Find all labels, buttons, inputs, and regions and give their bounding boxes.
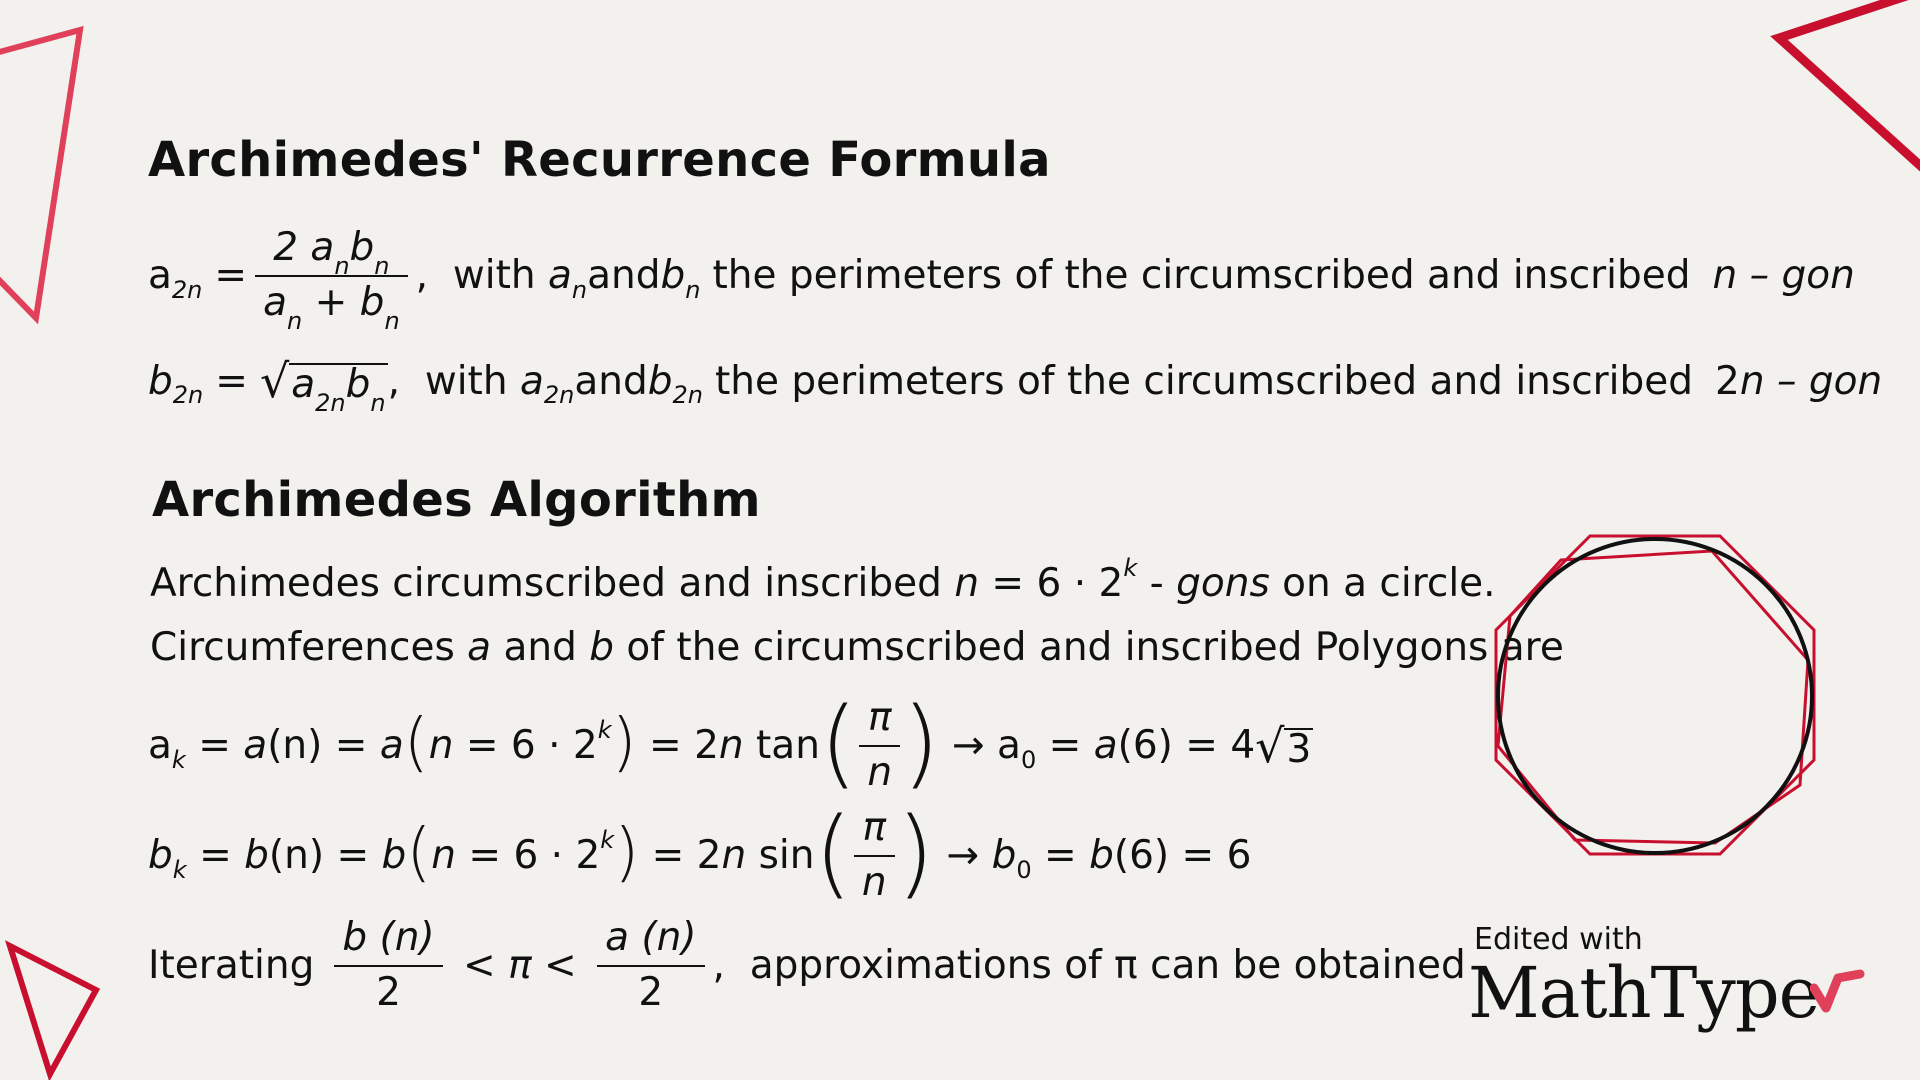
right-paren: ): [902, 687, 940, 800]
symbol-a: a: [997, 723, 1021, 769]
text-n-equals: (n) =: [268, 833, 382, 879]
left-paren: (: [814, 797, 852, 910]
text-inequality: < π <: [450, 943, 590, 989]
equals: =: [186, 833, 245, 879]
subscript: n: [571, 275, 588, 304]
text-value: (6) = 4: [1117, 723, 1256, 769]
radical-sign: √: [1255, 718, 1285, 773]
fraction-bar: [854, 855, 895, 857]
text-equation: = 6 · 2: [979, 561, 1124, 606]
text-and: and: [491, 625, 590, 670]
polygon-illustration: [1480, 520, 1840, 870]
symbol-n: n: [718, 723, 744, 769]
text-on-circle: on a circle.: [1269, 561, 1496, 606]
subscript: n: [334, 252, 350, 280]
right-paren: ): [614, 816, 640, 891]
fraction-bar: [597, 965, 704, 967]
algorithm-line-2: [150, 625, 1564, 670]
iterating-line: [148, 916, 1466, 1016]
subscript: 2n: [171, 275, 203, 304]
text-dash: -: [1137, 561, 1177, 606]
symbol-a: a: [291, 362, 316, 407]
symbol-n: n: [954, 561, 980, 606]
text-and: and: [574, 358, 648, 404]
fraction-bar: [859, 745, 900, 747]
symbol-n: n: [721, 833, 747, 879]
subscript: n: [685, 275, 701, 304]
square-root: [259, 354, 388, 417]
numerator: a (n): [605, 915, 697, 960]
text-description: the perimeters of the circumscribed and inscribed: [712, 253, 1691, 299]
left-paren: (: [819, 687, 858, 800]
subscript: 2n: [672, 381, 703, 409]
left-paren: (: [403, 706, 429, 781]
top-left-triangle: [0, 30, 80, 318]
section-title-algorithm: Archimedes Algorithm: [152, 472, 761, 528]
fraction-pi-n: [859, 696, 900, 796]
text-inner: = 6 · 2: [453, 723, 598, 769]
text-iterating: Iterating: [148, 943, 315, 989]
superscript-k: k: [1123, 553, 1138, 582]
square-root: [1255, 718, 1313, 773]
text-n-equals: (n) =: [267, 723, 380, 769]
arrow: →: [934, 833, 992, 879]
text-equals-2: = 2: [639, 833, 722, 879]
fraction-pi-n: [854, 806, 895, 906]
subscript: k: [172, 855, 187, 884]
equals: =: [214, 253, 248, 299]
circle: [1498, 539, 1812, 853]
subscript: n: [370, 389, 386, 417]
subscript: n: [384, 306, 400, 335]
formula-a2n: [148, 225, 1855, 335]
symbol-b: b: [148, 833, 173, 879]
subscript: 2n: [172, 381, 204, 409]
equals: =: [185, 723, 244, 769]
text-inner: = 6 · 2: [456, 833, 601, 879]
symbol-b: b: [345, 362, 371, 407]
symbol-b: b: [660, 253, 686, 299]
subscript: 2n: [315, 389, 346, 417]
text-with: , with: [387, 358, 520, 404]
subscript: 0: [1016, 855, 1032, 884]
right-paren: ): [896, 797, 935, 910]
text-gons: gons: [1176, 561, 1270, 606]
symbol-a: a: [148, 723, 172, 769]
logo-edited-with: Edited with: [1474, 922, 1643, 957]
radicand: 3: [1286, 726, 1312, 772]
left-paren: (: [406, 816, 432, 891]
text-equals-2: = 2: [636, 723, 719, 769]
top-right-triangle: [1779, 0, 1920, 170]
symbol-a: a: [548, 253, 572, 299]
section-title-recurrence: Archimedes' Recurrence Formula: [148, 132, 1051, 188]
algorithm-line-1: [150, 553, 1496, 606]
symbol-a: a: [1093, 723, 1118, 769]
denominator: 2: [376, 969, 401, 1015]
symbol-b: b: [589, 625, 615, 670]
text-approximations: , approximations of π can be obtained: [712, 943, 1466, 989]
symbol-b: b: [148, 358, 173, 404]
symbol-a: a: [467, 625, 492, 670]
fraction-an-over-2: [597, 916, 704, 1016]
symbol-a: a: [148, 253, 172, 299]
text-2: 2: [1715, 358, 1740, 404]
text-n-gon: n – gon: [1739, 358, 1883, 404]
numerator: π: [867, 695, 892, 740]
text-tan: tan: [743, 723, 820, 769]
inscribed-octagon: [1498, 551, 1808, 843]
text-sin: sin: [746, 833, 815, 879]
mathtype-check-icon: [1810, 966, 1870, 1016]
numerator: 2 a: [273, 225, 335, 270]
text-n-gon: n – gon: [1712, 253, 1855, 299]
fraction-bar: [334, 965, 442, 967]
symbol-b: b: [381, 833, 407, 879]
fraction-2anbn: [255, 225, 408, 335]
equals: =: [1036, 723, 1094, 769]
symbol-b: b: [349, 225, 375, 270]
text-polygons: of the circumscribed and inscribed Polygons are: [614, 625, 1564, 670]
denominator: 2: [638, 969, 664, 1015]
formula-b2n: [148, 354, 1883, 417]
symbol-b: b: [244, 833, 269, 879]
radical-sign: √: [259, 354, 290, 408]
symbol-a: a: [519, 358, 544, 404]
symbol-a: a: [243, 723, 268, 769]
fraction-bn-over-2: [334, 916, 442, 1016]
formula-ak: [148, 687, 1313, 800]
numerator: π: [862, 805, 887, 850]
denominator: n: [861, 859, 887, 905]
formula-bk: [148, 797, 1252, 910]
superscript-k: k: [600, 825, 615, 854]
symbol-b: b: [647, 358, 673, 404]
arrow: →: [939, 723, 998, 769]
superscript-k: k: [597, 715, 612, 744]
symbol-a: a: [379, 723, 404, 769]
numerator: b (n): [342, 915, 435, 960]
equals: =: [1031, 833, 1090, 879]
logo-mathtype: MathType: [1468, 952, 1820, 1034]
symbol-n: n: [431, 833, 456, 879]
subscript: n: [374, 252, 390, 280]
symbol-b: b: [991, 833, 1017, 879]
symbol-a: a: [263, 279, 287, 325]
right-paren: ): [611, 706, 637, 781]
text-circumferences: Circumferences: [150, 625, 468, 670]
symbol-b: b: [1089, 833, 1114, 879]
denominator: n: [867, 749, 893, 795]
text-intro: Archimedes circumscribed and inscribed: [150, 561, 955, 606]
subscript: 2n: [543, 381, 575, 409]
subscript: k: [171, 745, 186, 774]
text-with: , with: [415, 253, 548, 299]
bottom-left-triangle: [10, 946, 96, 1074]
subscript: 0: [1020, 745, 1037, 774]
plus-b: + b: [302, 279, 385, 325]
equals: =: [215, 358, 248, 404]
subscript: n: [286, 306, 303, 335]
text-description: the perimeters of the circumscribed and inscribed: [714, 358, 1694, 404]
symbol-n: n: [428, 723, 454, 769]
text-and: and: [587, 253, 661, 299]
text-value: (6) = 6: [1113, 833, 1252, 879]
